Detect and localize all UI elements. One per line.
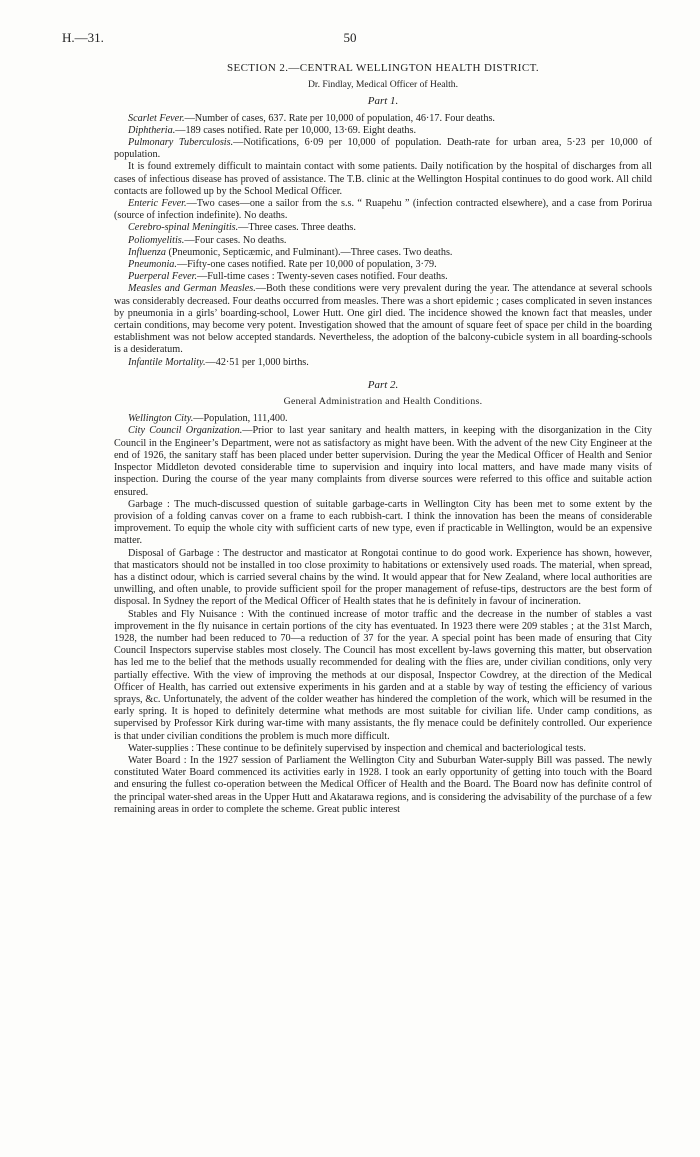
paragraph-poliomyelitis: Poliomyelitis.—Four cases. No deaths.	[128, 234, 287, 246]
paragraph-influenza: Influenza (Pneumonic, Septicæmic, and Fulminant).—Three cases. Two deaths.	[128, 246, 453, 258]
paragraph-scarlet-fever: Scarlet Fever.—Number of cases, 637. Rate per 10,000 of population, 46·17. Four deaths.	[128, 112, 495, 124]
paragraph-puerperal-fever: Puerperal Fever.—Full-time cases : Twenty-seven cases notified. Four deaths.	[128, 271, 448, 283]
paragraph-tuberculosis: Pulmonary Tuberculosis.—Notifications, 6·09 per 10,000 of population. Death-rate for urban area, 5·23 per 10,000 of population.	[114, 137, 652, 161]
paragraph-garbage-disposal: Disposal of Garbage : The destructor and masticator at Rongotai continue to do good work. Experience has shown, however, that masticators should not be installed in too close proximity to habitations or extensively used roads. The material, when spread, has a distinct odour, which is carried several chains by the wind. It would appear that for New Zealand, where local authorities are unwilling, and often unable, to provide sufficient spoil for the proper management of refuse-tips, destructors are the best form of disposal. In Sydney the report of the Medical Officer of Health states that he is definitely in favour of incineration.	[114, 547, 652, 608]
paragraph-council-organization: City Council Organization.—Prior to last year sanitary and health matters, in keeping with the disorganization in the City Council in the Engineer’s Department, were not as satisfactory as might have been. With the advent of the new City Engineer at the end of 1926, the sanitary staff has been placed under better supervision. During the year the Medical Officer of Health and Senior Inspector Middleton devoted considerable time to supervision and inquiry into local matters, and have made many visits of inspection. During the course of the year many complaints from diverse sources were referred to this office and suitable action ensured.	[114, 425, 652, 498]
paragraph-wellington-city: Wellington City.—Population, 111,400.	[128, 413, 288, 425]
section-title: SECTION 2.—CENTRAL WELLINGTON HEALTH DISTRICT.	[226, 62, 540, 74]
part-2-subheading: General Administration and Health Conditions.	[283, 396, 483, 408]
paragraph-stables-fly-nuisance: Stables and Fly Nuisance : With the continued increase of motor traffic and the decrease in the number of stables a vast improvement in the fly nuisance in certain portions of the city has eventuated. In 1923 there were 209 stables ; at the 31st March, 1928, the number had been reduced to 70—a reduction of 37 for the year. A special point has been made of ensuring that City Council Inspectors supervise stables most closely. The Council has most excellent by-laws governing this matter, but observation has led me to the belief that the methods usually recommended for dealing with the flies are, under civilian conditions, only very partially effective. With the view of improving the methods at our disposal, Inspector Cowdrey, at the direction of the Medical Officer of Health, has carried out extensive experiments in his garden and at a stable by way of testing the efficiency of various sprays, &c. Unfortunately, the advent of the colder weather has hindered the completion of the work, which will be resumed in the early spring. It is hoped to definitely determine what methods are most suitable for civilian life. Under camp conditions, as supervised by Professor Kirk during war-time with many assistants, the fly menace could be definitely controlled. Our experience is that under civilian conditions the problem is much more difficult.	[114, 608, 652, 742]
page-number: 50	[343, 30, 357, 45]
paragraph-infantile-mortality: Infantile Mortality.—42·51 per 1,000 births.	[128, 356, 309, 368]
paragraph-meningitis: Cerebro-spinal Meningitis.—Three cases. Three deaths.	[128, 222, 356, 234]
report-reference: H.—31.	[62, 30, 104, 45]
paragraph-contact: It is found extremely difficult to maintain contact with some patients. Daily notification by the hospital of discharges from all cases of infectious disease has proved of assistance. The T.B. clinic at the Wellington Hospital continues to do good work. All child contacts are followed up by the School Medical Officer.	[114, 161, 652, 197]
paragraph-garbage: Garbage : The much-discussed question of suitable garbage-carts in Wellington City has been met to some extent by the provision of a folding canvas cover on a frame to each rubbish-cart. I think the innovation has been the means of considerable improvement. To equip the whole city with sufficient carts of new type, even if practicable in Wellington, would be an expensive matter.	[114, 498, 652, 547]
part-1-heading: Part 1.	[367, 95, 399, 108]
document-body	[114, 62, 652, 816]
paragraph-water-board: Water Board : In the 1927 session of Parliament the Wellington City and Suburban Water-supply Bill was passed. The newly constituted Water Board commenced its activities early in 1928. I took an early opportunity of getting into touch with the Board and ensuring the fullest co-operation between the Medical Officer of Health and the Board. The Board now has definite control of the principal water-shed areas in the Upper Hutt and Akatarawa regions, and is considering the advisability of the purchase of a few remaining areas in order to complete the scheme. Great public interest	[114, 754, 652, 815]
paragraph-pneumonia: Pneumonia.—Fifty-one cases notified. Rate per 10,000 of population, 3·79.	[128, 259, 437, 271]
part-2-heading: Part 2.	[367, 378, 399, 391]
paragraph-diphtheria: Diphtheria.—189 cases notified. Rate per 10,000, 13·69. Eight deaths.	[128, 124, 417, 136]
page-header	[0, 30, 700, 46]
paragraph-water-supplies: Water-supplies : These continue to be definitely supervised by inspection and chemical and bacteriological tests.	[128, 742, 586, 754]
paragraph-enteric-fever: Enteric Fever.—Two cases—one a sailor from the s.s. “ Ruapehu ” (infection contracted elsewhere), and a case from Porirua (source of infection indefinite). No deaths.	[114, 198, 653, 222]
paragraph-measles: Measles and German Measles.—Both these conditions were very prevalent during the year. The attendance at several schools was considerably decreased. Four deaths occurred from measles. There was a short epidemic ; cases complicated in seven instances by pneumonia in a girls’ boarding-school, Lower Hutt. One girl died. The incidence showed the known fact that measles, under certain conditions, may become very potent. Investigation showed that the amount of square feet of space per child in the boarding establishment was not below accepted standards. Nevertheless, the adoption of the balcony-cubicle system in all boarding-schools is a desideratum.	[114, 283, 652, 356]
officer-line: Dr. Findlay, Medical Officer of Health.	[308, 79, 458, 91]
